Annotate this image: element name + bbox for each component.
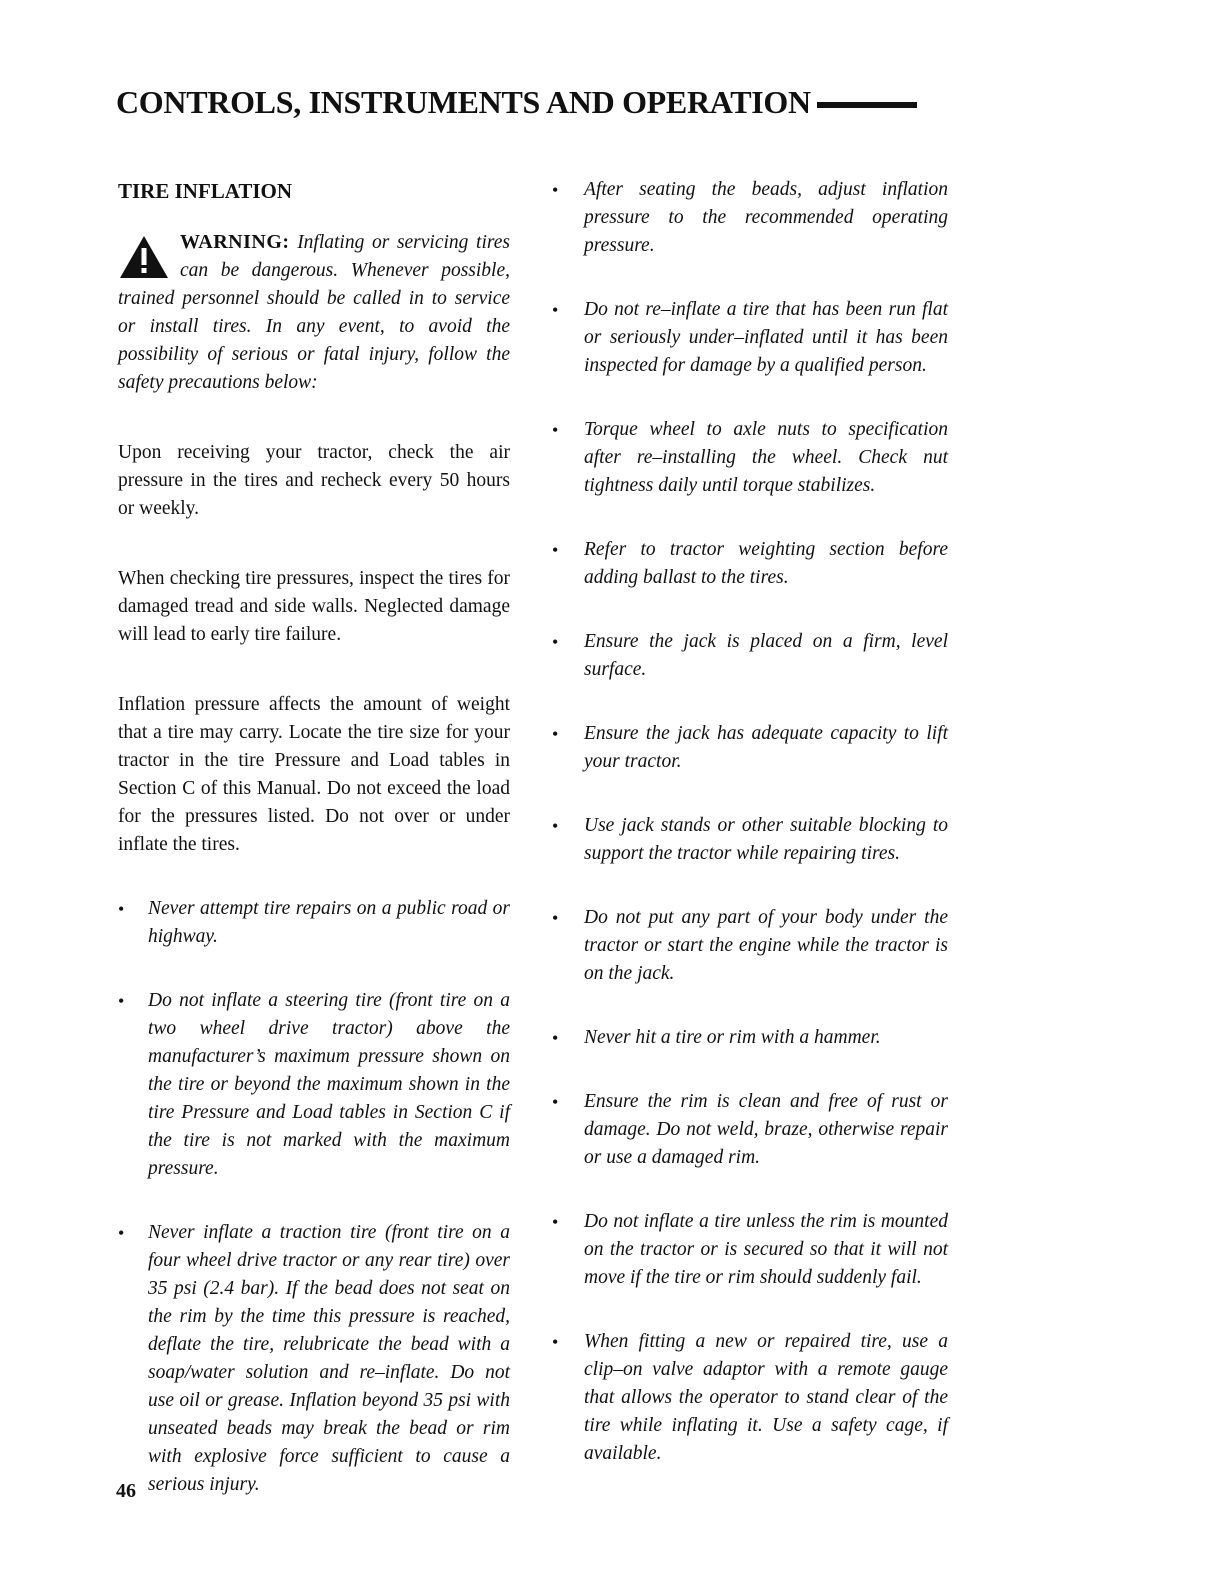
list-item: • Never attempt tire repairs on a public road or highway. (118, 895, 510, 951)
left-bullet-list (118, 895, 510, 1499)
header-rule (817, 102, 917, 108)
list-item: • When fitting a new or repaired tire, use a clip–on valve adaptor with a remote gauge that allows the operator to stand clear of the tire while inflating it. Use a safety cage, if available. (552, 1328, 948, 1468)
list-item: • Use jack stands or other suitable blocking to support the tractor while repairing tires. (552, 812, 948, 868)
page-number: 46 (116, 1480, 136, 1502)
list-item: • After seating the beads, adjust inflation pressure to the recommended operating pressure. (552, 176, 948, 260)
warning-label: WARNING: (180, 231, 290, 253)
warning-text: Inflating or servicing tires can be dangerous. Whenever possible, trained personnel should be called in to service or install tires. In any event, to avoid the possibility of serious or fatal injury, follow the safety precautions below: (118, 232, 510, 393)
right-column (552, 176, 948, 1504)
list-item: • Do not re–inflate a tire that has been run flat or seriously under–inflated until it has been inspected for damage by a qualified person. (552, 296, 948, 380)
section-title: TIRE INFLATION (118, 179, 293, 203)
page-header (116, 80, 946, 124)
page-header-title: CONTROLS, INSTRUMENTS AND OPERATION (116, 83, 811, 120)
list-item: • Never hit a tire or rim with a hammer. (552, 1024, 948, 1052)
right-bullet-list (552, 176, 948, 1468)
list-item: • Ensure the rim is clean and free of rust or damage. Do not weld, braze, otherwise repair or use a damaged rim. (552, 1088, 948, 1172)
list-item: • Torque wheel to axle nuts to specification after re–installing the wheel. Check nut tightness daily until torque stabilizes. (552, 416, 948, 500)
paragraph-inflation-weight: Inflation pressure affects the amount of weight that a tire may carry. Locate the tire size for your tractor in the tire Pressure and Load tables in Section C of this Manual. Do not exceed the load for the pressures listed. Do not over or under inflate the tires. (118, 694, 510, 855)
left-column (118, 176, 510, 1535)
list-item: • Do not put any part of your body under the tractor or start the engine while the tractor is on the jack. (552, 904, 948, 988)
list-item: • Never inflate a traction tire (front tire on a four wheel drive tractor or any rear tire) over 35 psi (2.4 bar). If the bead does not seat on the rim by the time this pressure is reached, deflate the tire, relubricate the bead with a soap/water solution and re–inflate. Do not use oil or grease. Inflation beyond 35 psi with unseated beads may break the bead or rim with explosive force sufficient to cause a serious injury. (118, 1219, 510, 1499)
list-item: • Ensure the jack is placed on a firm, level surface. (552, 628, 948, 684)
paragraph-air-pressure: Upon receiving your tractor, check the air pressure in the tires and recheck every 50 hours or weekly. (118, 442, 510, 519)
list-item: • Do not inflate a tire unless the rim is mounted on the tractor or is secured so that it will not move if the tire or rim should suddenly fail. (552, 1208, 948, 1292)
warning-triangle-icon (118, 234, 170, 280)
paragraph-inspect-tires: When checking tire pressures, inspect the tires for damaged tread and side walls. Neglected damage will lead to early tire failure. (118, 568, 510, 645)
list-item: • Do not inflate a steering tire (front tire on a two wheel drive tractor) above the manufacturer’s maximum pressure shown on the tire or beyond the maximum shown in the tire Pressure and Load tables in Section C if the tire is not marked with the maximum pressure. (118, 987, 510, 1183)
list-item: • Ensure the jack has adequate capacity to lift your tractor. (552, 720, 948, 776)
warning-block (118, 228, 510, 397)
list-item: • Refer to tractor weighting section before adding ballast to the tires. (552, 536, 948, 592)
